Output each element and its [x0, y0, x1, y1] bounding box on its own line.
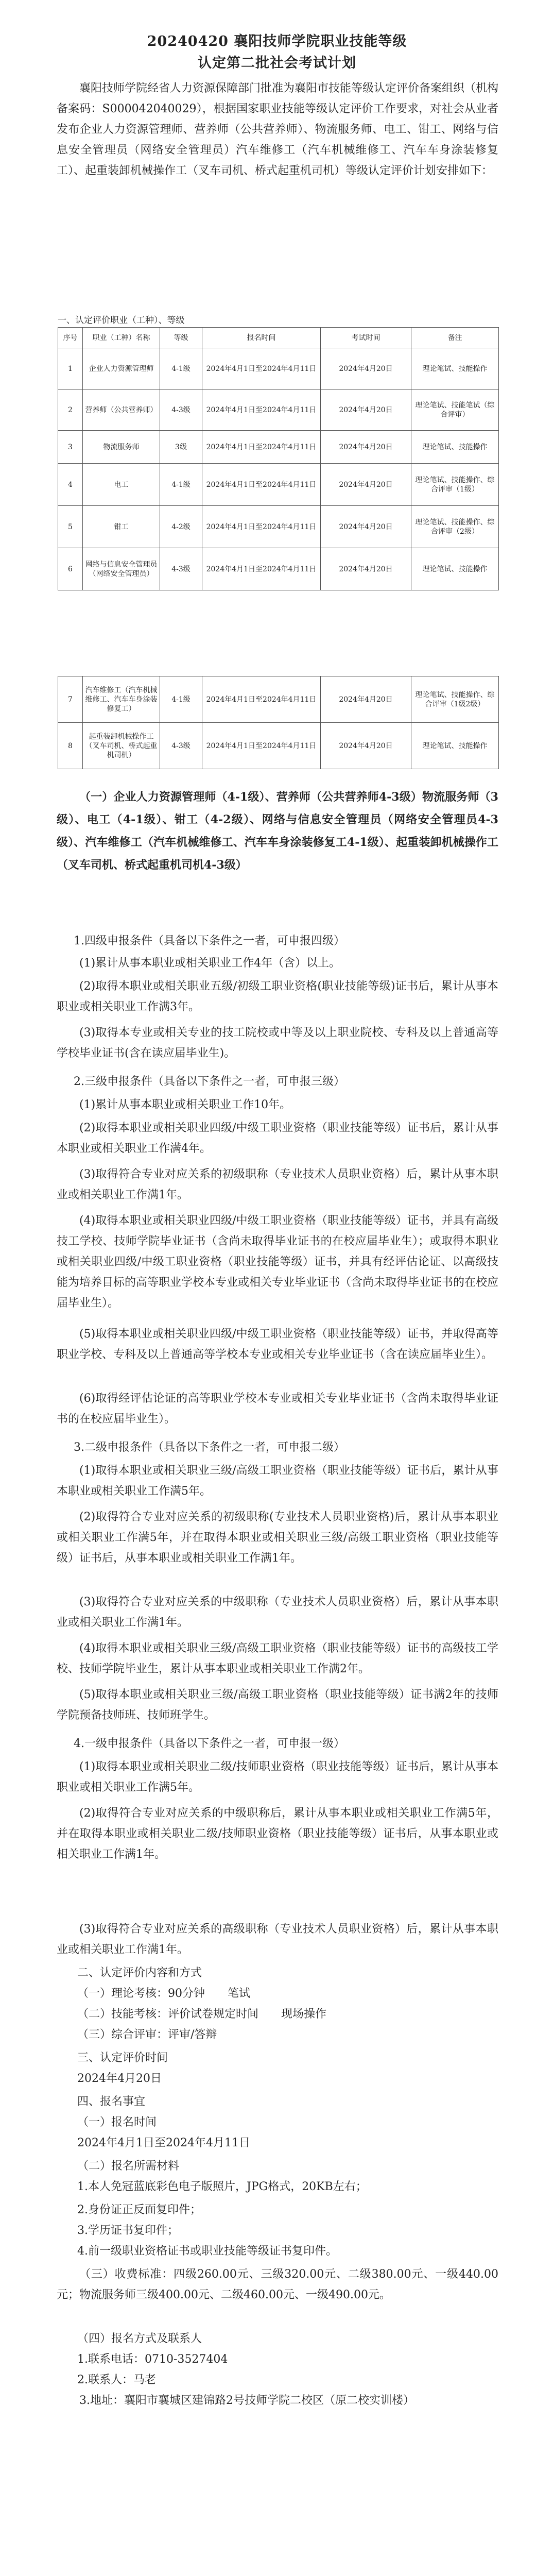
cell-note: 理论笔试、技能操作 — [411, 431, 499, 464]
cell-reg: 2024年4月1日至2024年4月11日 — [202, 676, 321, 723]
sec2-review: （三）综合评审：评审/答辩 — [77, 2028, 217, 2041]
cond2-item2: (2)取得符合专业对应关系的初级职称(专业技术人员职业资格)后，累计从事本职业或相关职业工作满5年，并在取得本职业或相关职业三级/高级工职业资格（职业技能等级）证书后，从事本职业或相关职业工作满1年。 — [57, 1511, 498, 1565]
sec4-fees: （三）收费标准：四级260.00元、三级320.00元、二级380.00元、一级440.00元；物流服务师三级400.00元、二级460.00元、一级490.00元。 — [57, 2268, 498, 2301]
cond3-title: 2.三级申报条件（具备以下条件之一者，可申报三级） — [74, 1075, 345, 1088]
cell-level: 4-3级 — [160, 723, 202, 769]
cell-no: 4 — [58, 464, 83, 506]
sec4-material-1: 1.本人免冠蓝底彩色电子版照片，JPG格式，20KB左右； — [77, 2180, 367, 2193]
cond3-item3: (3)取得符合专业对应关系的初级职称（专业技术人员职业资格）后，累计从事本职业或相关职业工作满1年。 — [57, 1168, 498, 1201]
cond2-item1: (1)取得本职业或相关职业三级/高级工职业资格（职业技能等级）证书后，累计从事本职业或相关职业工作满5年。 — [57, 1464, 498, 1498]
cond1-title: 4.一级申报条件（具备以下条件之一者，可申报一级） — [74, 1737, 345, 1750]
cell-level: 3级 — [160, 431, 202, 464]
cell-reg: 2024年4月1日至2024年4月11日 — [202, 723, 321, 769]
sec4-material-3: 3.学历证书复印件； — [77, 2224, 179, 2237]
sec4-reg-time: 2024年4月1日至2024年4月11日 — [77, 2137, 250, 2149]
cell-exam: 2024年4月20日 — [321, 389, 411, 431]
header-reg: 报名时间 — [202, 328, 321, 348]
cell-name: 钳工 — [83, 506, 160, 548]
cell-name: 企业人力资源管理师 — [83, 348, 160, 389]
table-row — [58, 431, 499, 464]
cell-no: 2 — [58, 389, 83, 431]
cell-note: 理论笔试、技能操作 — [411, 548, 499, 590]
page-title-line1: 20240420 襄阳技师学院职业技能等级 — [147, 33, 407, 49]
cond2-item5: (5)取得本职业或相关职业三级/高级工职业资格（职业技能等级）证书满2年的技师学院预备技师班、技师班学生。 — [57, 1688, 498, 1722]
cell-exam: 2024年4月20日 — [321, 464, 411, 506]
cell-name: 物流服务师 — [83, 431, 160, 464]
sec4-material-4: 4.前一级职业资格证书或职业技能等级证书复印件。 — [77, 2245, 337, 2258]
table-row — [58, 676, 499, 723]
cond4-item1: (1)累计从事本职业或相关职业工作4年（含）以上。 — [79, 957, 341, 970]
cond1-item1: (1)取得本职业或相关职业二级/技师职业资格（职业技能等级）证书后，累计从事本职业或相关职业工作满5年。 — [57, 1760, 498, 1794]
header-no: 序号 — [58, 328, 83, 348]
cell-name: 营养师（公共营养师） — [83, 389, 160, 431]
cell-exam: 2024年4月20日 — [321, 723, 411, 769]
cell-no: 3 — [58, 431, 83, 464]
cell-note: 理论笔试、技能操作 — [411, 723, 499, 769]
cell-level: 4-3级 — [160, 389, 202, 431]
cell-no: 8 — [58, 723, 83, 769]
header-level: 等级 — [160, 328, 202, 348]
cell-no: 7 — [58, 676, 83, 723]
cell-level: 4-1级 — [160, 464, 202, 506]
cell-level: 4-2级 — [160, 506, 202, 548]
cond4-item3: (3)取得本专业或相关专业的技工院校或中等及以上职业院校、专科及以上普通高等学校毕业证书(含在读应届毕业生)。 — [57, 1026, 498, 1060]
cell-name: 网络与信息安全管理员（网络安全管理员） — [83, 548, 160, 590]
cell-no: 6 — [58, 548, 83, 590]
cell-exam: 2024年4月20日 — [321, 676, 411, 723]
cond3-item1: (1)累计从事本职业或相关职业工作10年。 — [79, 1098, 291, 1111]
cell-exam: 2024年4月20日 — [321, 431, 411, 464]
table-header-row — [58, 328, 499, 348]
cell-note: 理论笔试、技能操作、综合评审（1级2级） — [411, 676, 499, 723]
sec2-skill: （二）技能考核：评价试卷规定时间 现场操作 — [77, 2008, 327, 2021]
table-row — [58, 548, 499, 590]
cond1-item2: (2)取得符合专业对应关系的中级职称后，累计从事本职业或相关职业工作满5年，并在取得本职业或相关职业二级/技师职业资格（职业技能等级）证书后，从事本职业或相关职业工作满1年。 — [57, 1807, 498, 1861]
cond3-item5: (5)取得本职业或相关职业四级/中级工职业资格（职业技能等级）证书，并取得高等职业学校、专科及以上普通高等学校本专业或相关专业毕业证书（含在读应届毕业生）。 — [57, 1328, 498, 1361]
cond4-item2: (2)取得本职业或相关职业五级/初级工职业资格(职业技能等级)证书后，累计从事本职业或相关职业工作满3年。 — [57, 980, 498, 1013]
intro-paragraph: 襄阳技师学院经省人力资源保障部门批准为襄阳市技能等级认定评价备案组织（机构备案码：S000042040029），根据国家职业技能等级认定评价工作要求，对社会从业者发布企业人力资源管理师、营养师（公共营养师）、物流服务师、电工、钳工、网络与信息安全管理员（网络安全管理员）汽车维修工（汽车机械维修工、汽车车身涂装修复工）、起重装卸机械操作工（叉车司机、桥式起重机司机）等级认定评价计划安排如下： — [57, 82, 499, 177]
cell-reg: 2024年4月1日至2024年4月11日 — [202, 548, 321, 590]
cond2-item4: (4)取得本职业或相关职业三级/高级工职业资格（职业技能等级）证书的高级技工学校、技师学院毕业生，累计从事本职业或相关职业工作满2年。 — [57, 1642, 498, 1675]
cell-note: 理论笔试、技能操作、综合评审（1级） — [411, 464, 499, 506]
cell-name: 汽车维修工（汽车机械维修工、汽车车身涂装修复工） — [83, 676, 160, 723]
table-row — [58, 723, 499, 769]
sec4-title: 四、报名事宜 — [77, 2095, 146, 2108]
cell-note: 理论笔试、技能笔试（综合评审） — [411, 389, 499, 431]
cell-reg: 2024年4月1日至2024年4月11日 — [202, 348, 321, 389]
sec4-phone: 1.联系电话：0710-3527404 — [77, 2353, 228, 2366]
cell-exam: 2024年4月20日 — [321, 348, 411, 389]
cond3-item2: (2)取得本职业或相关职业四级/中级工职业资格（职业技能等级）证书后，累计从事本职业或相关职业工作满4年。 — [57, 1122, 498, 1155]
cell-no: 1 — [58, 348, 83, 389]
table-row — [58, 464, 499, 506]
cond3-item6: (6)取得经评估论证的高等职业学校本专业或相关专业毕业证书（含尚未取得毕业证书的在校应届毕业生）。 — [57, 1392, 498, 1426]
table-row — [58, 389, 499, 431]
cell-note: 理论笔试、技能操作、综合评审（2级） — [411, 506, 499, 548]
cell-reg: 2024年4月1日至2024年4月11日 — [202, 389, 321, 431]
cond2-item3: (3)取得符合专业对应关系的中级职称（专业技术人员职业资格）后，累计从事本职业或相关职业工作满1年。 — [57, 1596, 498, 1629]
cond2-title: 3.二级申报条件（具备以下条件之一者，可申报二级） — [74, 1441, 345, 1454]
section-a-title: （一）企业人力资源管理师（4-1级）、营养师（公共营养师4-3级）物流服务师（3级）、电工（4-1级）、钳工（4-2级）、网络与信息安全管理员（网络安全管理员4-3级）、汽车维修工（汽车机械维修工、汽车车身涂装修复工4-1级）、起重装卸机械操作工（叉车司机、桥式起重机司机4-3级） — [57, 790, 498, 872]
table-row — [58, 506, 499, 548]
sec4-reg-time-label: （一）报名时间 — [77, 2116, 157, 2129]
exam-table-continued — [58, 676, 499, 769]
exam-table — [58, 327, 499, 590]
page-title-line2: 认定第二批社会考试计划 — [198, 55, 356, 71]
sec3-title: 三、认定评价时间 — [77, 2052, 168, 2064]
sec4-contact-label: （四）报名方式及联系人 — [77, 2332, 202, 2345]
cond4-title: 1.四级申报条件（具备以下条件之一者，可申报四级） — [74, 935, 345, 947]
sec4-material-2: 2.身份证正反面复印件； — [77, 2204, 201, 2216]
sec4-address: 3.地址：襄阳市襄城区建锦路2号技师学院二校区（原二校实训楼） — [79, 2394, 414, 2407]
cell-note: 理论笔试、技能操作 — [411, 348, 499, 389]
cond1-item3: (3)取得符合专业对应关系的高级职称（专业技术人员职业资格）后，累计从事本职业或相关职业工作满1年。 — [57, 1923, 498, 1956]
cell-level: 4-1级 — [160, 348, 202, 389]
sec2-title: 二、认定评价内容和方式 — [77, 1967, 202, 1979]
cell-reg: 2024年4月1日至2024年4月11日 — [202, 464, 321, 506]
table-caption: 一、认定评价职业（工种）、等级 — [58, 315, 185, 326]
cell-level: 4-1级 — [160, 676, 202, 723]
header-note: 备注 — [411, 328, 499, 348]
sec4-contact: 2.联系人：马老 — [77, 2374, 156, 2386]
cell-exam: 2024年4月20日 — [321, 506, 411, 548]
sec2-theory: （一）理论考核：90分钟 笔试 — [77, 1987, 250, 2000]
cond3-item4: (4)取得本职业或相关职业四级/中级工职业资格（职业技能等级）证书，并具有高级技工学校、技师学院毕业证书（含尚未取得毕业证书的在校应届毕业生）；或取得本职业或相关职业四级/中级工职业资格（职业技能等级）证书，并具有经评估论证、以高级技能为培养目标的高等职业学校本专业或相关专业毕业证书（含尚未取得毕业证书的在校应届毕业生）。 — [57, 1214, 499, 1310]
header-name: 职业（工种）名称 — [83, 328, 160, 348]
cell-name: 电工 — [83, 464, 160, 506]
cell-reg: 2024年4月1日至2024年4月11日 — [202, 506, 321, 548]
cell-level: 4-3级 — [160, 548, 202, 590]
cell-no: 5 — [58, 506, 83, 548]
cell-reg: 2024年4月1日至2024年4月11日 — [202, 431, 321, 464]
sec4-materials-label: （二）报名所需材料 — [77, 2160, 180, 2173]
table-row — [58, 348, 499, 389]
cell-name: 起重装卸机械操作工（叉车司机、桥式起重机司机） — [83, 723, 160, 769]
sec3-date: 2024年4月20日 — [77, 2072, 162, 2085]
cell-exam: 2024年4月20日 — [321, 548, 411, 590]
header-exam: 考试时间 — [321, 328, 411, 348]
